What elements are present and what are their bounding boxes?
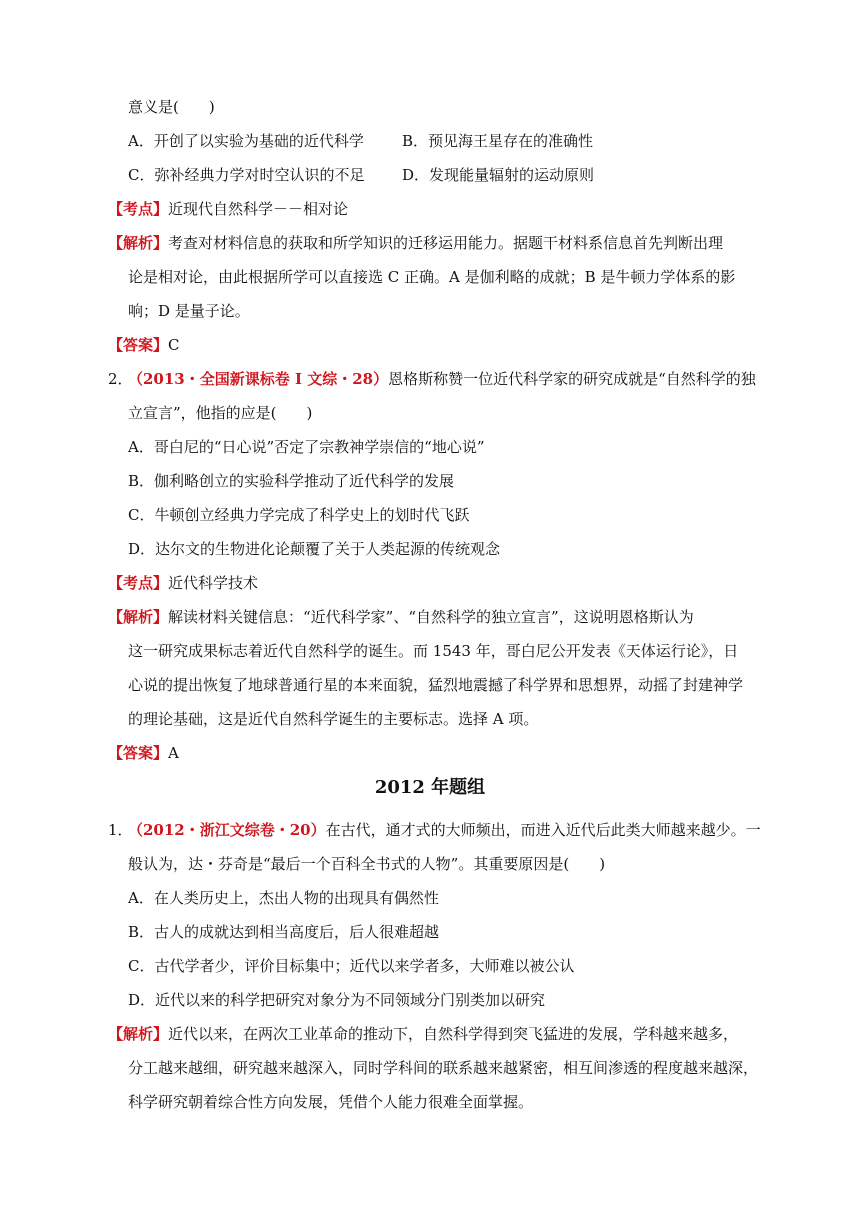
jiexi-line (128, 709, 538, 729)
jiexi-line (128, 641, 738, 661)
option-text: D．达尔文的生物进化论颠覆了关于人类起源的传统观念 (128, 540, 501, 558)
option-c (128, 956, 574, 976)
jiexi-text: 分工越来越细，研究越来越深入，同时学科间的联系越来越紧密，相互间渗透的程度越来越深， (128, 1059, 759, 1077)
jiexi-text: 心说的提出恢复了地球普通行星的本来面貌，猛烈地震撼了科学界和思想界，动摇了封建神学 (128, 676, 744, 694)
option-c: C．弥补经典力学对时空认识的不足 (128, 166, 365, 184)
stem-text: 立宣言”，他指的应是( ) (128, 404, 313, 422)
option-d (128, 539, 500, 559)
option-d (128, 990, 545, 1010)
option-b (128, 922, 439, 942)
jiexi-line (128, 1092, 533, 1112)
question-2-stem-cont (128, 403, 312, 423)
question-2-stem (108, 369, 756, 389)
option-d: D．发现能量辐射的运动原则 (402, 166, 595, 184)
question-number: 2． (108, 370, 133, 388)
question-number: 1． (108, 821, 133, 839)
jiexi-text: 这一研究成果标志着近代自然科学的诞生。而 1543 年，哥白尼公开发表《天体运行论》，日 (128, 642, 739, 660)
stem-text: 意义是( ) (128, 98, 215, 116)
option-c (128, 505, 469, 525)
question-source: （2012・浙江文综卷・20） (128, 821, 326, 839)
jiexi-text: 响；D 是量子论。 (128, 302, 250, 320)
kaodian-text: 近现代自然科学－－相对论 (168, 200, 349, 218)
question-1-stem (108, 820, 761, 840)
jiexi-tag: 【解析】 (108, 608, 169, 626)
option-a: A．开创了以实验为基础的近代科学 (128, 132, 364, 150)
option-text: A．哥白尼的“日心说”否定了宗教神学崇信的“地心说” (128, 438, 485, 456)
daan-text: C (168, 336, 180, 354)
daan-tag: 【答案】 (108, 744, 169, 762)
jiexi-line (108, 1024, 738, 1044)
option-b (128, 471, 454, 491)
jiexi-tag: 【解析】 (108, 1025, 169, 1043)
option-text: B．伽利略创立的实验科学推动了近代科学的发展 (128, 472, 455, 490)
jiexi-text: 论是相对论，由此根据所学可以直接选 C 正确。A 是伽利略的成就；B 是牛顿力学体系的影 (128, 268, 736, 286)
jiexi-text: 科学研究朝着综合性方向发展，凭借个人能力很难全面掌握。 (128, 1093, 534, 1111)
jiexi-line (128, 675, 743, 695)
kaodian-text: 近代科学技术 (168, 574, 259, 592)
daan-line (108, 743, 179, 763)
jiexi-text: 考查对材料信息的获取和所学知识的迁移运用能力。据题干材料系信息首先判断出理 (168, 234, 724, 252)
jiexi-line (128, 1058, 758, 1078)
jiexi-line (108, 233, 723, 253)
stem-text: 般认为，达・芬奇是“最后一个百科全书式的人物”。其重要原因是( ) (128, 855, 606, 873)
daan-text: A (168, 744, 179, 762)
option-text: D．近代以来的科学把研究对象分为不同领域分门别类加以研究 (128, 991, 546, 1009)
option-text: B．古人的成就达到相当高度后，后人很难超越 (128, 923, 440, 941)
kaodian-line (108, 199, 348, 219)
option-a (128, 437, 485, 457)
question-stem-end (128, 97, 215, 117)
options-row-ab (128, 131, 748, 151)
option-text: C．古代学者少，评价目标集中；近代以来学者多，大师难以被公认 (128, 957, 575, 975)
section-heading: 2012 年题组 (374, 777, 486, 798)
jiexi-text: 解读材料关键信息：“近代科学家”、“自然科学的独立宣言”，这说明恩格斯认为 (168, 608, 694, 626)
kaodian-tag: 【考点】 (108, 200, 169, 218)
daan-tag: 【答案】 (108, 336, 169, 354)
jiexi-line (108, 607, 694, 627)
option-text: C．牛顿创立经典力学完成了科学史上的划时代飞跃 (128, 506, 470, 524)
question-1-stem-cont (128, 854, 605, 874)
kaodian-tag: 【考点】 (108, 574, 169, 592)
option-text: A．在人类历史上，杰出人物的出现具有偶然性 (128, 889, 439, 907)
jiexi-tag: 【解析】 (108, 234, 169, 252)
option-b: B．预见海王星存在的准确性 (402, 132, 594, 150)
kaodian-line (108, 573, 258, 593)
jiexi-line (128, 267, 735, 287)
jiexi-line (128, 301, 250, 321)
options-row-cd (128, 165, 748, 185)
jiexi-text: 近代以来，在两次工业革命的推动下，自然科学得到突飞猛进的发展，学科越来越多， (168, 1025, 739, 1043)
option-a (128, 888, 439, 908)
stem-text: 在古代，通才式的大师频出，而进入近代后此类大师越来越少。一 (325, 821, 761, 839)
daan-line (108, 335, 180, 355)
stem-text: 恩格斯称赞一位近代科学家的研究成就是“自然科学的独 (388, 370, 756, 388)
jiexi-text: 的理论基础，这是近代自然科学诞生的主要标志。选择 A 项。 (128, 710, 539, 728)
question-source: （2013・全国新课标卷 I 文综・28） (128, 370, 389, 388)
